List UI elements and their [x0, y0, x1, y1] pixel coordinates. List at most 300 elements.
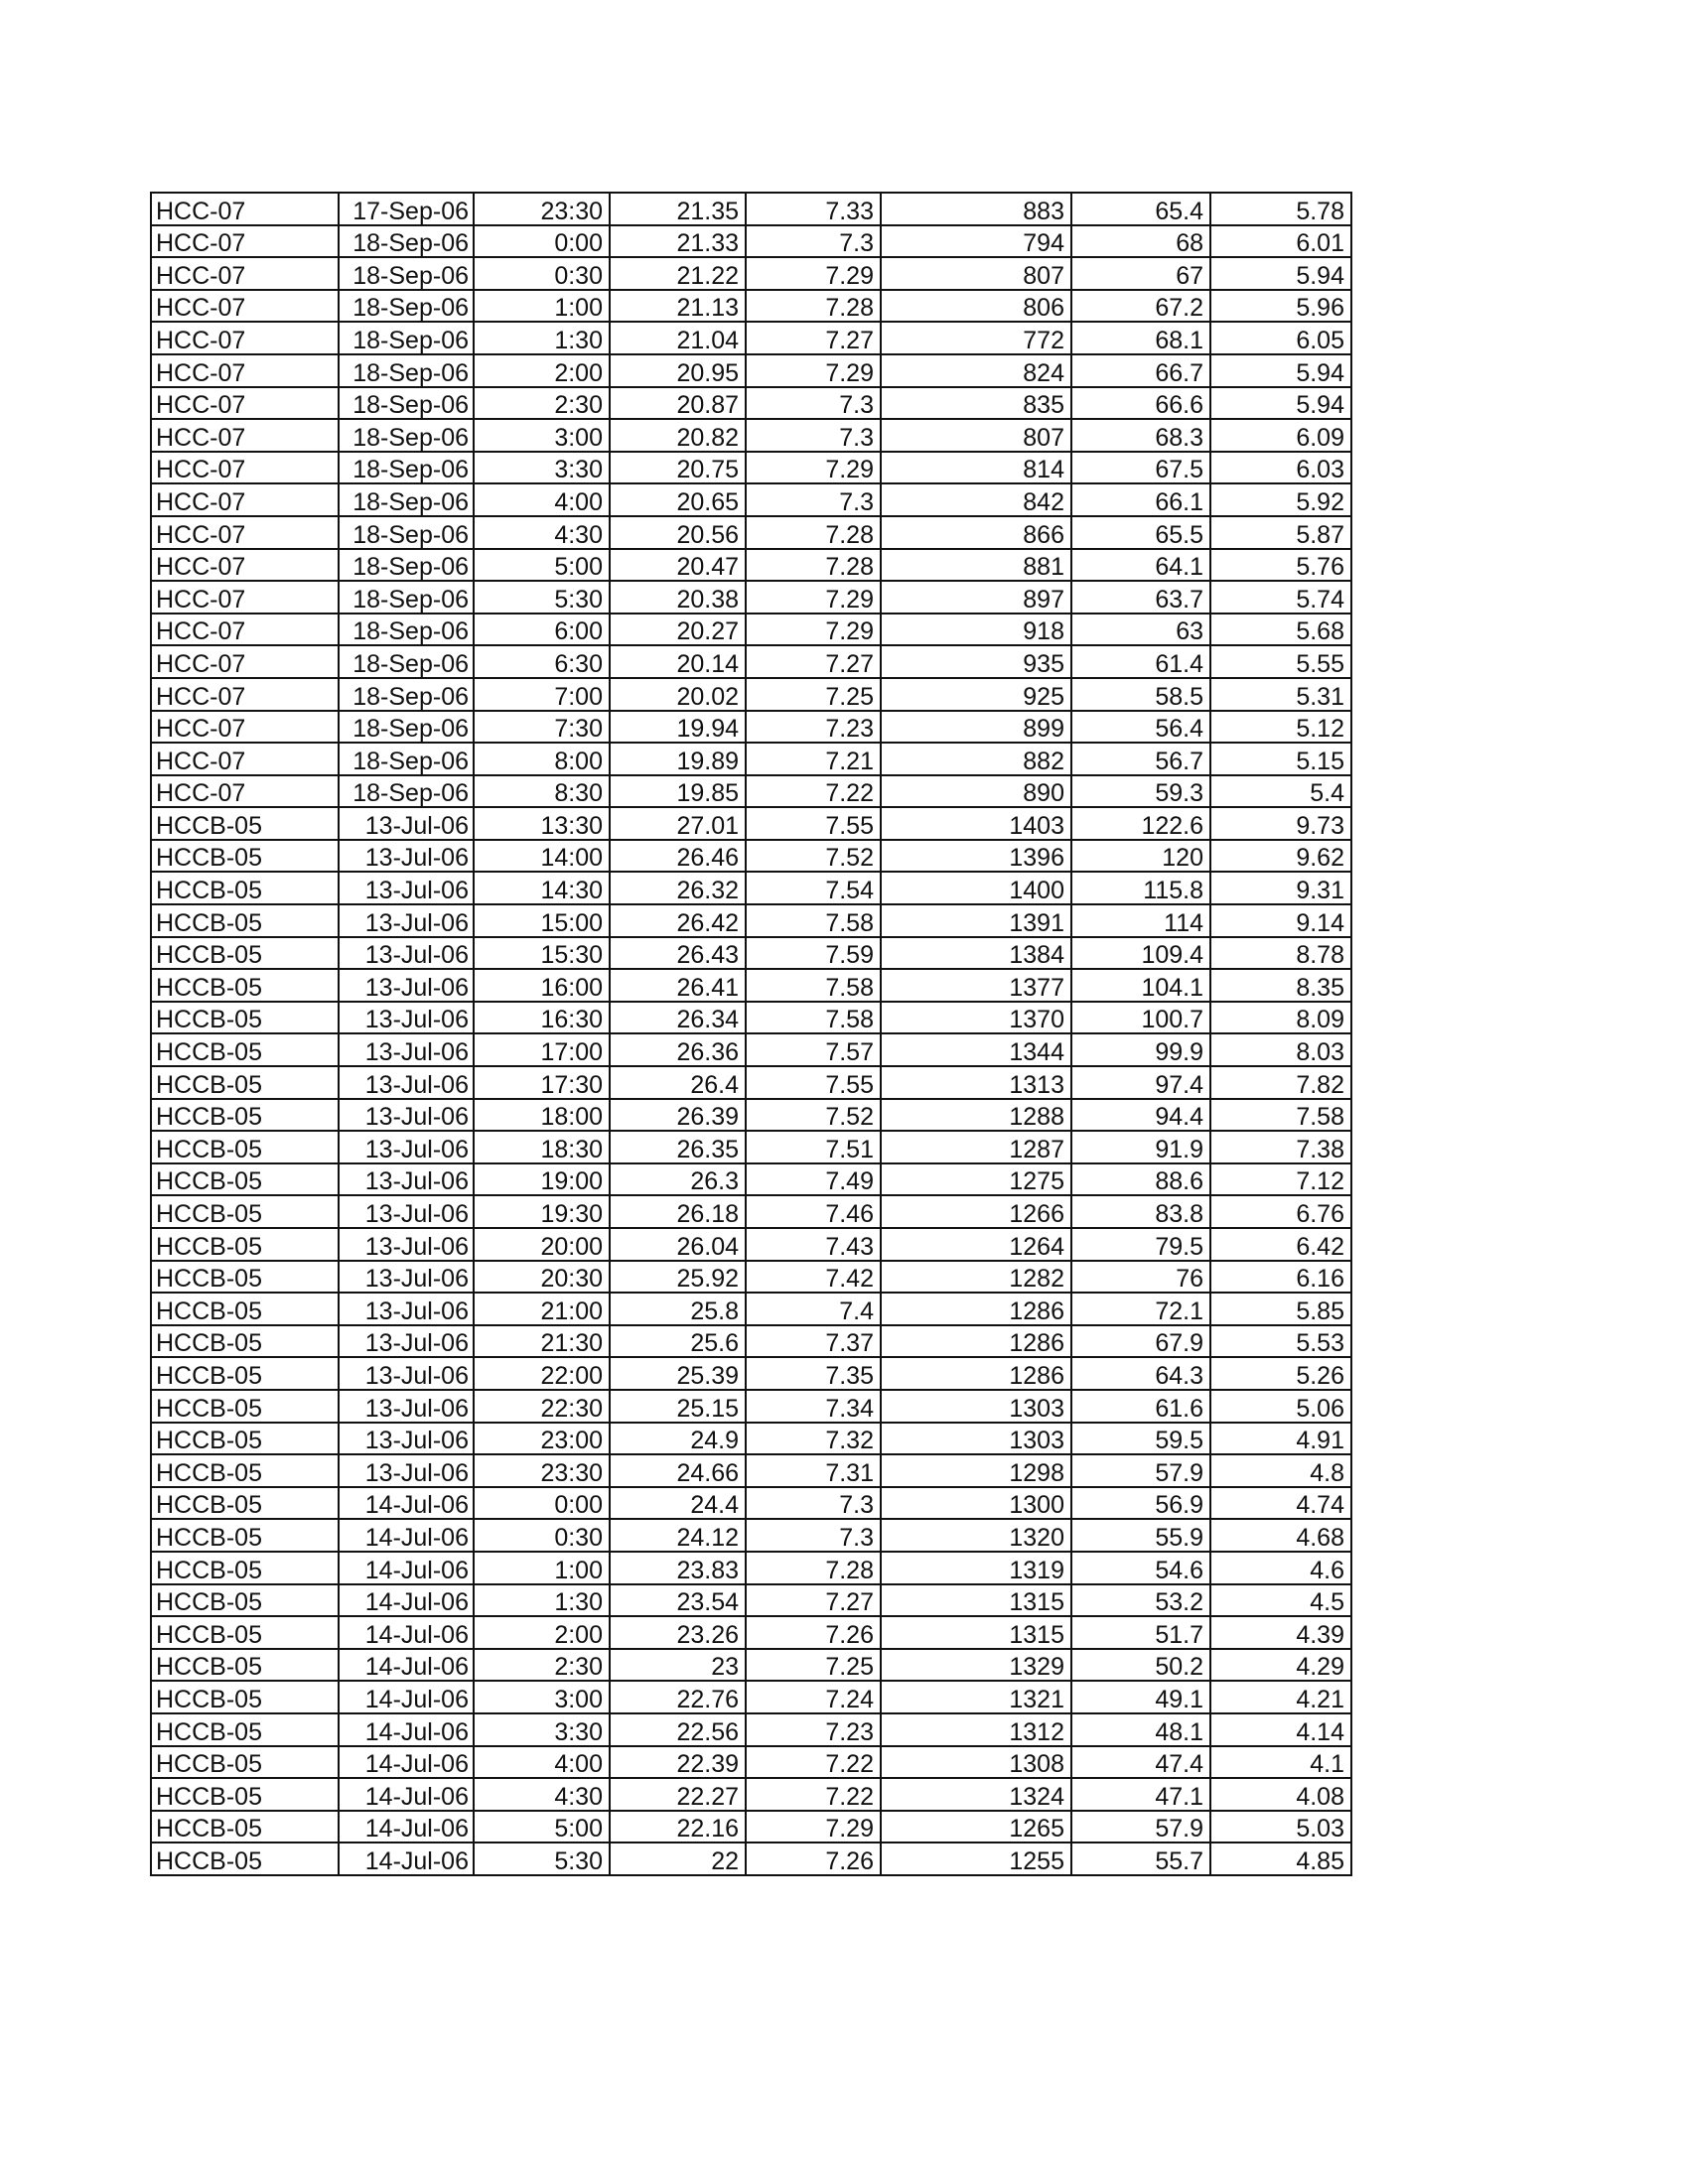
do-mgl-cell: 5.85 [1210, 1293, 1351, 1325]
do-percent-cell: 97.4 [1071, 1066, 1210, 1099]
station-id-cell: HCCB-05 [151, 1261, 339, 1294]
temperature-cell: 19.85 [610, 775, 746, 808]
date-cell: 14-Jul-06 [339, 1519, 474, 1552]
do-mgl-cell: 8.09 [1210, 1002, 1351, 1034]
do-percent-cell: 66.1 [1071, 483, 1210, 516]
table-row [151, 1487, 1351, 1520]
temperature-cell: 20.47 [610, 549, 746, 582]
date-cell: 13-Jul-06 [339, 1228, 474, 1261]
time-cell: 14:30 [474, 872, 610, 904]
ph-cell: 7.54 [746, 872, 881, 904]
station-id-cell: HCC-07 [151, 387, 339, 420]
table-row [151, 419, 1351, 452]
station-id-cell: HCCB-05 [151, 1228, 339, 1261]
time-cell: 17:30 [474, 1066, 610, 1099]
conductivity-cell: 890 [881, 775, 1071, 808]
temperature-cell: 25.6 [610, 1325, 746, 1358]
date-cell: 18-Sep-06 [339, 257, 474, 290]
temperature-cell: 22.76 [610, 1681, 746, 1713]
date-cell: 18-Sep-06 [339, 614, 474, 646]
do-percent-cell: 109.4 [1071, 937, 1210, 970]
do-percent-cell: 57.9 [1071, 1811, 1210, 1843]
temperature-cell: 22.27 [610, 1778, 746, 1811]
station-id-cell: HCCB-05 [151, 1066, 339, 1099]
time-cell: 21:30 [474, 1325, 610, 1358]
temperature-cell: 20.75 [610, 452, 746, 484]
table-row [151, 516, 1351, 549]
date-cell: 13-Jul-06 [339, 1163, 474, 1196]
do-percent-cell: 56.7 [1071, 743, 1210, 775]
time-cell: 6:00 [474, 614, 610, 646]
date-cell: 18-Sep-06 [339, 645, 474, 678]
ph-cell: 7.28 [746, 290, 881, 323]
do-percent-cell: 114 [1071, 904, 1210, 937]
temperature-cell: 26.18 [610, 1195, 746, 1228]
time-cell: 5:30 [474, 1843, 610, 1875]
table-row [151, 1713, 1351, 1746]
station-id-cell: HCCB-05 [151, 1195, 339, 1228]
table-row [151, 1681, 1351, 1713]
table-row [151, 1099, 1351, 1132]
do-mgl-cell: 9.14 [1210, 904, 1351, 937]
do-percent-cell: 51.7 [1071, 1616, 1210, 1649]
do-percent-cell: 120 [1071, 840, 1210, 873]
ph-cell: 7.42 [746, 1261, 881, 1294]
conductivity-cell: 807 [881, 257, 1071, 290]
time-cell: 5:30 [474, 581, 610, 614]
conductivity-cell: 1300 [881, 1487, 1071, 1520]
temperature-cell: 26.35 [610, 1131, 746, 1163]
do-percent-cell: 55.7 [1071, 1843, 1210, 1875]
ph-cell: 7.52 [746, 840, 881, 873]
date-cell: 18-Sep-06 [339, 549, 474, 582]
conductivity-cell: 866 [881, 516, 1071, 549]
table-row [151, 711, 1351, 744]
do-percent-cell: 47.4 [1071, 1746, 1210, 1779]
station-id-cell: HCCB-05 [151, 840, 339, 873]
do-mgl-cell: 5.94 [1210, 257, 1351, 290]
do-mgl-cell: 6.16 [1210, 1261, 1351, 1294]
date-cell: 13-Jul-06 [339, 1099, 474, 1132]
do-mgl-cell: 5.74 [1210, 581, 1351, 614]
time-cell: 1:00 [474, 290, 610, 323]
ph-cell: 7.25 [746, 1649, 881, 1682]
time-cell: 22:30 [474, 1390, 610, 1423]
do-percent-cell: 88.6 [1071, 1163, 1210, 1196]
table-row [151, 1649, 1351, 1682]
table-row [151, 1228, 1351, 1261]
time-cell: 4:30 [474, 1778, 610, 1811]
temperature-cell: 21.33 [610, 225, 746, 258]
do-mgl-cell: 6.76 [1210, 1195, 1351, 1228]
date-cell: 18-Sep-06 [339, 678, 474, 711]
ph-cell: 7.3 [746, 387, 881, 420]
date-cell: 14-Jul-06 [339, 1584, 474, 1617]
date-cell: 13-Jul-06 [339, 1195, 474, 1228]
conductivity-cell: 824 [881, 354, 1071, 387]
conductivity-cell: 1265 [881, 1811, 1071, 1843]
do-percent-cell: 61.6 [1071, 1390, 1210, 1423]
time-cell: 8:30 [474, 775, 610, 808]
do-percent-cell: 64.3 [1071, 1357, 1210, 1390]
conductivity-cell: 1396 [881, 840, 1071, 873]
date-cell: 13-Jul-06 [339, 1423, 474, 1455]
table-row [151, 1357, 1351, 1390]
temperature-cell: 21.22 [610, 257, 746, 290]
table-row [151, 1454, 1351, 1487]
date-cell: 14-Jul-06 [339, 1552, 474, 1584]
time-cell: 20:00 [474, 1228, 610, 1261]
time-cell: 19:00 [474, 1163, 610, 1196]
conductivity-cell: 842 [881, 483, 1071, 516]
do-mgl-cell: 7.82 [1210, 1066, 1351, 1099]
ph-cell: 7.27 [746, 322, 881, 354]
temperature-cell: 23.54 [610, 1584, 746, 1617]
time-cell: 0:30 [474, 1519, 610, 1552]
temperature-cell: 20.65 [610, 483, 746, 516]
time-cell: 4:00 [474, 483, 610, 516]
station-id-cell: HCC-07 [151, 290, 339, 323]
table-row [151, 645, 1351, 678]
do-percent-cell: 58.5 [1071, 678, 1210, 711]
do-mgl-cell: 9.73 [1210, 807, 1351, 840]
conductivity-cell: 897 [881, 581, 1071, 614]
temperature-cell: 20.95 [610, 354, 746, 387]
do-percent-cell: 67.2 [1071, 290, 1210, 323]
do-percent-cell: 65.4 [1071, 193, 1210, 225]
conductivity-cell: 1320 [881, 1519, 1071, 1552]
do-mgl-cell: 5.53 [1210, 1325, 1351, 1358]
do-mgl-cell: 5.78 [1210, 193, 1351, 225]
date-cell: 13-Jul-06 [339, 1325, 474, 1358]
do-mgl-cell: 4.85 [1210, 1843, 1351, 1875]
conductivity-cell: 1275 [881, 1163, 1071, 1196]
table-row [151, 1002, 1351, 1034]
time-cell: 22:00 [474, 1357, 610, 1390]
station-id-cell: HCCB-05 [151, 1487, 339, 1520]
date-cell: 14-Jul-06 [339, 1713, 474, 1746]
table-row [151, 1163, 1351, 1196]
do-percent-cell: 104.1 [1071, 969, 1210, 1002]
date-cell: 18-Sep-06 [339, 419, 474, 452]
table-row [151, 678, 1351, 711]
temperature-cell: 21.13 [610, 290, 746, 323]
ph-cell: 7.49 [746, 1163, 881, 1196]
ph-cell: 7.29 [746, 354, 881, 387]
temperature-cell: 25.8 [610, 1293, 746, 1325]
conductivity-cell: 1313 [881, 1066, 1071, 1099]
station-id-cell: HCC-07 [151, 483, 339, 516]
time-cell: 14:00 [474, 840, 610, 873]
date-cell: 14-Jul-06 [339, 1843, 474, 1875]
temperature-cell: 27.01 [610, 807, 746, 840]
temperature-cell: 26.39 [610, 1099, 746, 1132]
conductivity-cell: 1324 [881, 1778, 1071, 1811]
ph-cell: 7.28 [746, 1552, 881, 1584]
do-percent-cell: 67 [1071, 257, 1210, 290]
time-cell: 16:00 [474, 969, 610, 1002]
temperature-cell: 25.15 [610, 1390, 746, 1423]
temperature-cell: 22.39 [610, 1746, 746, 1779]
ph-cell: 7.23 [746, 1713, 881, 1746]
do-mgl-cell: 5.96 [1210, 290, 1351, 323]
ph-cell: 7.58 [746, 1002, 881, 1034]
station-id-cell: HCCB-05 [151, 1423, 339, 1455]
table-row [151, 1325, 1351, 1358]
do-mgl-cell: 4.08 [1210, 1778, 1351, 1811]
conductivity-cell: 881 [881, 549, 1071, 582]
time-cell: 1:30 [474, 1584, 610, 1617]
ph-cell: 7.22 [746, 1778, 881, 1811]
conductivity-cell: 1298 [881, 1454, 1071, 1487]
station-id-cell: HCCB-05 [151, 807, 339, 840]
time-cell: 7:00 [474, 678, 610, 711]
station-id-cell: HCCB-05 [151, 1681, 339, 1713]
date-cell: 13-Jul-06 [339, 1131, 474, 1163]
conductivity-cell: 1288 [881, 1099, 1071, 1132]
station-id-cell: HCC-07 [151, 581, 339, 614]
do-mgl-cell: 5.76 [1210, 549, 1351, 582]
station-id-cell: HCCB-05 [151, 1002, 339, 1034]
station-id-cell: HCC-07 [151, 678, 339, 711]
date-cell: 18-Sep-06 [339, 516, 474, 549]
do-mgl-cell: 8.35 [1210, 969, 1351, 1002]
temperature-cell: 20.82 [610, 419, 746, 452]
ph-cell: 7.25 [746, 678, 881, 711]
conductivity-cell: 1321 [881, 1681, 1071, 1713]
do-percent-cell: 56.9 [1071, 1487, 1210, 1520]
table-body [151, 193, 1351, 1875]
time-cell: 5:00 [474, 549, 610, 582]
table-row [151, 225, 1351, 258]
conductivity-cell: 1312 [881, 1713, 1071, 1746]
station-id-cell: HCCB-05 [151, 1713, 339, 1746]
do-percent-cell: 47.1 [1071, 1778, 1210, 1811]
do-mgl-cell: 7.58 [1210, 1099, 1351, 1132]
station-id-cell: HCC-07 [151, 193, 339, 225]
do-percent-cell: 59.3 [1071, 775, 1210, 808]
ph-cell: 7.46 [746, 1195, 881, 1228]
do-percent-cell: 122.6 [1071, 807, 1210, 840]
table-row [151, 1746, 1351, 1779]
do-percent-cell: 56.4 [1071, 711, 1210, 744]
table-row [151, 322, 1351, 354]
conductivity-cell: 918 [881, 614, 1071, 646]
temperature-cell: 26.3 [610, 1163, 746, 1196]
table-row [151, 872, 1351, 904]
temperature-cell: 24.12 [610, 1519, 746, 1552]
do-mgl-cell: 4.6 [1210, 1552, 1351, 1584]
time-cell: 3:30 [474, 452, 610, 484]
time-cell: 18:00 [474, 1099, 610, 1132]
do-percent-cell: 67.5 [1071, 452, 1210, 484]
ph-cell: 7.32 [746, 1423, 881, 1455]
table-row [151, 387, 1351, 420]
temperature-cell: 26.04 [610, 1228, 746, 1261]
table-row [151, 775, 1351, 808]
station-id-cell: HCCB-05 [151, 1843, 339, 1875]
temperature-cell: 25.92 [610, 1261, 746, 1294]
table-row [151, 1131, 1351, 1163]
do-mgl-cell: 4.14 [1210, 1713, 1351, 1746]
table-row [151, 1033, 1351, 1066]
time-cell: 15:00 [474, 904, 610, 937]
do-percent-cell: 66.7 [1071, 354, 1210, 387]
station-id-cell: HCCB-05 [151, 1099, 339, 1132]
conductivity-cell: 925 [881, 678, 1071, 711]
do-mgl-cell: 6.03 [1210, 452, 1351, 484]
ph-cell: 7.24 [746, 1681, 881, 1713]
temperature-cell: 26.46 [610, 840, 746, 873]
ph-cell: 7.22 [746, 775, 881, 808]
time-cell: 19:30 [474, 1195, 610, 1228]
station-id-cell: HCC-07 [151, 452, 339, 484]
ph-cell: 7.58 [746, 904, 881, 937]
do-percent-cell: 68.3 [1071, 419, 1210, 452]
table-row [151, 1423, 1351, 1455]
do-mgl-cell: 5.15 [1210, 743, 1351, 775]
ph-cell: 7.27 [746, 645, 881, 678]
temperature-cell: 20.38 [610, 581, 746, 614]
temperature-cell: 22 [610, 1843, 746, 1875]
do-percent-cell: 63 [1071, 614, 1210, 646]
temperature-cell: 26.41 [610, 969, 746, 1002]
ph-cell: 7.26 [746, 1616, 881, 1649]
table-row [151, 1390, 1351, 1423]
conductivity-cell: 1266 [881, 1195, 1071, 1228]
conductivity-cell: 935 [881, 645, 1071, 678]
do-mgl-cell: 4.39 [1210, 1616, 1351, 1649]
conductivity-cell: 1329 [881, 1649, 1071, 1682]
ph-cell: 7.35 [746, 1357, 881, 1390]
conductivity-cell: 1286 [881, 1325, 1071, 1358]
time-cell: 13:30 [474, 807, 610, 840]
ph-cell: 7.57 [746, 1033, 881, 1066]
ph-cell: 7.27 [746, 1584, 881, 1617]
ph-cell: 7.3 [746, 483, 881, 516]
time-cell: 20:30 [474, 1261, 610, 1294]
do-mgl-cell: 5.94 [1210, 387, 1351, 420]
table-row [151, 807, 1351, 840]
ph-cell: 7.33 [746, 193, 881, 225]
ph-cell: 7.29 [746, 1811, 881, 1843]
temperature-cell: 24.4 [610, 1487, 746, 1520]
time-cell: 2:30 [474, 387, 610, 420]
date-cell: 14-Jul-06 [339, 1649, 474, 1682]
conductivity-cell: 1282 [881, 1261, 1071, 1294]
station-id-cell: HCCB-05 [151, 1746, 339, 1779]
do-percent-cell: 50.2 [1071, 1649, 1210, 1682]
station-id-cell: HCCB-05 [151, 1390, 339, 1423]
table-row [151, 1552, 1351, 1584]
ph-cell: 7.34 [746, 1390, 881, 1423]
ph-cell: 7.31 [746, 1454, 881, 1487]
do-mgl-cell: 5.12 [1210, 711, 1351, 744]
do-percent-cell: 54.6 [1071, 1552, 1210, 1584]
time-cell: 6:30 [474, 645, 610, 678]
date-cell: 14-Jul-06 [339, 1811, 474, 1843]
do-mgl-cell: 7.12 [1210, 1163, 1351, 1196]
do-percent-cell: 53.2 [1071, 1584, 1210, 1617]
temperature-cell: 20.87 [610, 387, 746, 420]
do-mgl-cell: 5.87 [1210, 516, 1351, 549]
conductivity-cell: 1303 [881, 1390, 1071, 1423]
temperature-cell: 21.35 [610, 193, 746, 225]
date-cell: 13-Jul-06 [339, 1454, 474, 1487]
station-id-cell: HCCB-05 [151, 1357, 339, 1390]
do-mgl-cell: 5.06 [1210, 1390, 1351, 1423]
ph-cell: 7.55 [746, 807, 881, 840]
time-cell: 1:00 [474, 1552, 610, 1584]
date-cell: 14-Jul-06 [339, 1746, 474, 1779]
date-cell: 14-Jul-06 [339, 1487, 474, 1520]
table-row [151, 1843, 1351, 1875]
date-cell: 18-Sep-06 [339, 354, 474, 387]
station-id-cell: HCC-07 [151, 645, 339, 678]
station-id-cell: HCC-07 [151, 549, 339, 582]
conductivity-cell: 882 [881, 743, 1071, 775]
station-id-cell: HCC-07 [151, 225, 339, 258]
date-cell: 18-Sep-06 [339, 290, 474, 323]
do-mgl-cell: 5.94 [1210, 354, 1351, 387]
ph-cell: 7.55 [746, 1066, 881, 1099]
do-mgl-cell: 4.91 [1210, 1423, 1351, 1455]
time-cell: 3:00 [474, 1681, 610, 1713]
temperature-cell: 21.04 [610, 322, 746, 354]
do-percent-cell: 115.8 [1071, 872, 1210, 904]
time-cell: 2:30 [474, 1649, 610, 1682]
conductivity-cell: 1370 [881, 1002, 1071, 1034]
time-cell: 23:30 [474, 1454, 610, 1487]
date-cell: 13-Jul-06 [339, 1357, 474, 1390]
date-cell: 14-Jul-06 [339, 1616, 474, 1649]
date-cell: 18-Sep-06 [339, 322, 474, 354]
temperature-cell: 20.56 [610, 516, 746, 549]
date-cell: 17-Sep-06 [339, 193, 474, 225]
conductivity-cell: 772 [881, 322, 1071, 354]
date-cell: 13-Jul-06 [339, 1002, 474, 1034]
do-percent-cell: 65.5 [1071, 516, 1210, 549]
date-cell: 13-Jul-06 [339, 872, 474, 904]
do-mgl-cell: 5.31 [1210, 678, 1351, 711]
date-cell: 13-Jul-06 [339, 1261, 474, 1294]
do-percent-cell: 59.5 [1071, 1423, 1210, 1455]
conductivity-cell: 1377 [881, 969, 1071, 1002]
temperature-cell: 22.16 [610, 1811, 746, 1843]
conductivity-cell: 1344 [881, 1033, 1071, 1066]
do-percent-cell: 49.1 [1071, 1681, 1210, 1713]
ph-cell: 7.3 [746, 225, 881, 258]
ph-cell: 7.29 [746, 452, 881, 484]
station-id-cell: HCCB-05 [151, 1811, 339, 1843]
conductivity-cell: 899 [881, 711, 1071, 744]
station-id-cell: HCCB-05 [151, 1519, 339, 1552]
station-id-cell: HCC-07 [151, 775, 339, 808]
do-mgl-cell: 6.42 [1210, 1228, 1351, 1261]
time-cell: 18:30 [474, 1131, 610, 1163]
station-id-cell: HCCB-05 [151, 1584, 339, 1617]
station-id-cell: HCC-07 [151, 322, 339, 354]
do-percent-cell: 99.9 [1071, 1033, 1210, 1066]
do-mgl-cell: 4.68 [1210, 1519, 1351, 1552]
table-row [151, 1811, 1351, 1843]
time-cell: 8:00 [474, 743, 610, 775]
temperature-cell: 26.4 [610, 1066, 746, 1099]
table-row [151, 549, 1351, 582]
date-cell: 13-Jul-06 [339, 937, 474, 970]
time-cell: 7:30 [474, 711, 610, 744]
conductivity-cell: 814 [881, 452, 1071, 484]
